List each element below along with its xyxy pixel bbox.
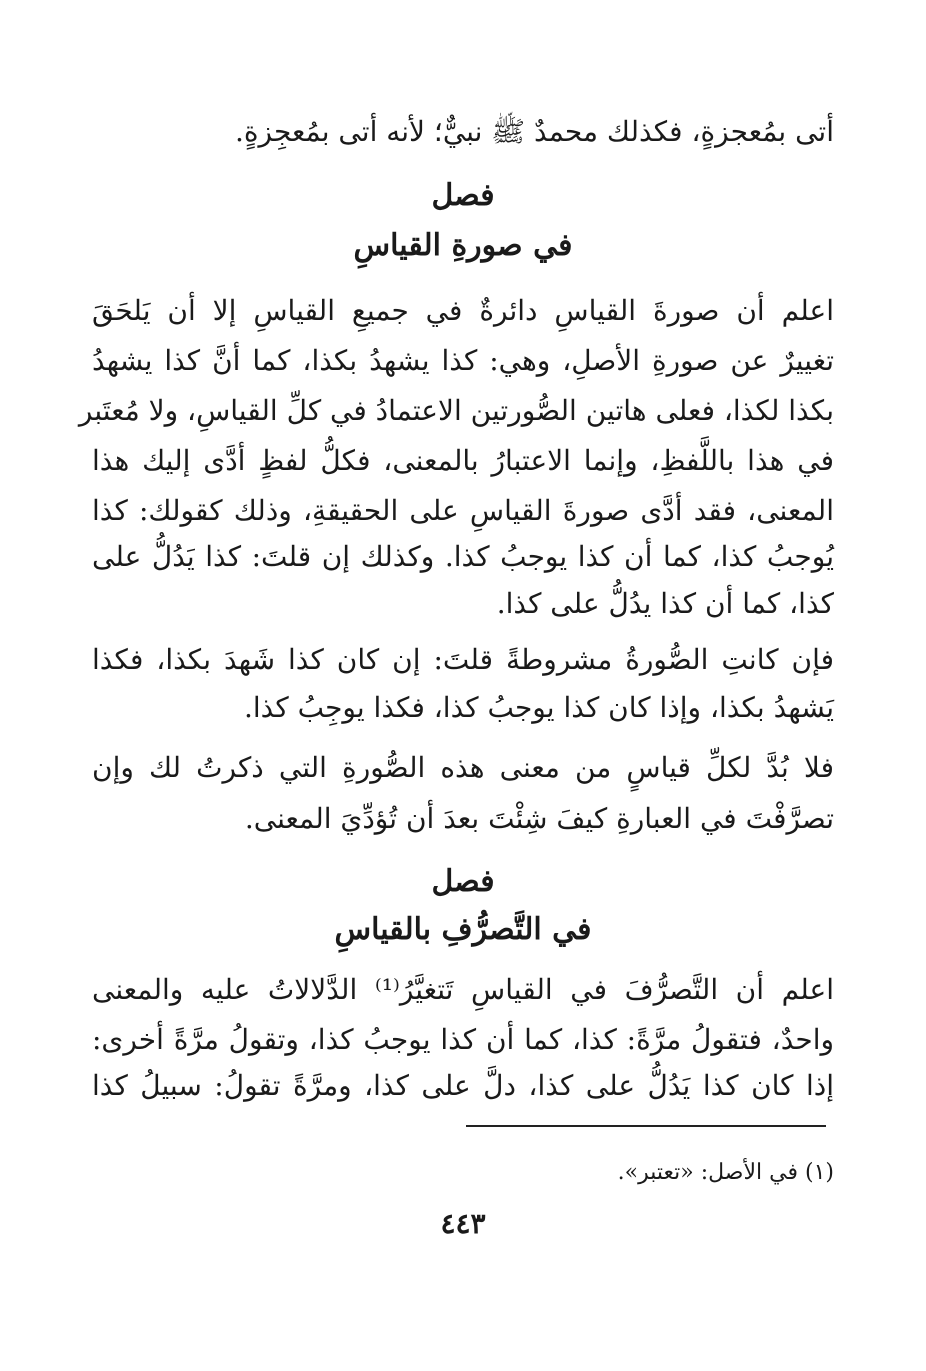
section-label: فصل: [431, 864, 495, 899]
footnote: (١) في الأصل: «تعتبر».: [617, 1160, 834, 1185]
continuation-line: أتى بمُعجزةٍ، فكذلك محمدٌ ﷺ نبيٌّ؛ لأنه أتى بمُعجِزةٍ.: [234, 115, 834, 148]
text-line: في هذا باللَّفظِ، وإنما الاعتبارُ بالمعنى، فكلُّ لفظٍ أدَّى إليك هذا: [92, 444, 834, 477]
text-line: تصرَّفْتَ في العبارةِ كيفَ شِئْتَ بعدَ أن تُؤدِّيَ المعنى.: [244, 802, 834, 835]
text-line: المعنى، فقد أدَّى صورةَ القياسِ على الحقيقةِ، وذلك كقولك: كذا: [92, 494, 834, 527]
text-line: اعلم أن صورةَ القياسِ دائرةٌ في جميعِ القياسِ إلا أن يَلحَقَ: [92, 294, 834, 327]
text-line: يُوجبُ كذا، كما أن كذا يوجبُ كذا. وكذلك إن قلتَ: كذا يَدُلُّ على: [92, 540, 834, 573]
text-line: بكذا لكذا، فعلى هاتين الصُّورتين الاعتمادُ في كلِّ القياسِ، ولا مُعتَبر: [78, 394, 834, 427]
text-line: اعلم أن التَّصرُّفَ في القياسِ تَتغيَّرُ⁽¹⁾ الدَّلالاتُ عليه والمعنى: [92, 973, 834, 1006]
footnote-separator: [466, 1125, 826, 1127]
section-label: فصل: [431, 178, 495, 213]
text-line: واحدٌ، فتقولُ مرَّةً: كذا، كما أن كذا يوجبُ كذا، وتقولُ مرَّةً أخرى:: [92, 1023, 834, 1056]
text-line: فلا بُدَّ لكلِّ قياسٍ من معنى هذه الصُّورةِ التي ذكرتُ لك وإن: [92, 751, 834, 784]
section-title: في التَّصرُّفِ بالقياسِ: [334, 912, 592, 947]
page-number: ٤٤٣: [440, 1207, 486, 1240]
text-line: فإن كانتِ الصُّورةُ مشروطةً قلتَ: إن كان كذا شَهدَ بكذا، فكذا: [92, 643, 834, 676]
text-line: إذا كان كذا يَدُلُّ على كذا، دلَّ على كذا، ومرَّةً تقولُ: سبيلُ كذا: [92, 1069, 834, 1102]
text-line: يَشهدُ بكذا، وإذا كان كذا يوجبُ كذا، فكذا يوجِبُ كذا.: [243, 691, 834, 724]
text-line: كذا، كما أن كذا يدُلُّ على كذا.: [496, 587, 834, 620]
section-title: في صورةِ القياسِ: [353, 228, 573, 263]
text-line: تغييرٌ عن صورةِ الأصلِ، وهي: كذا يشهدُ بكذا، كما أنَّ كذا يشهدُ: [92, 344, 834, 377]
